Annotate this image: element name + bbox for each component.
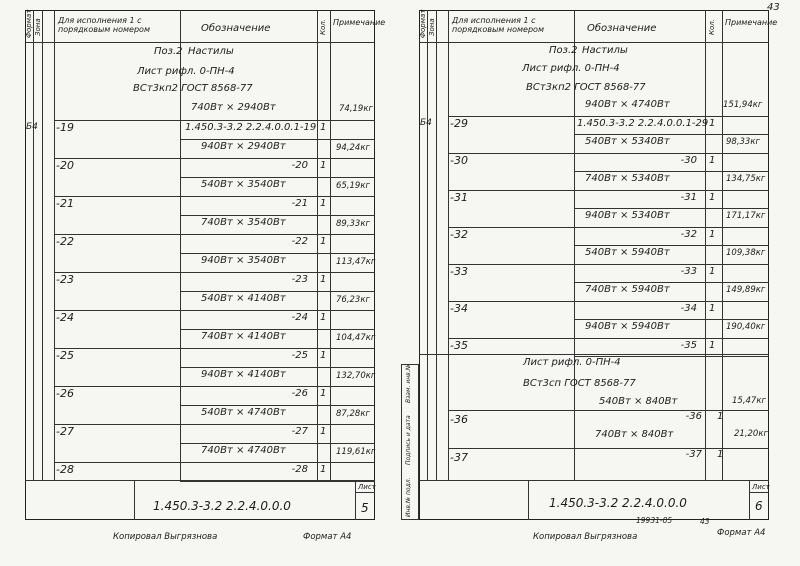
- row-mass: 87,28кг: [336, 409, 370, 419]
- steel-ref: ВСт3кп2 ГОСТ 8568-77: [526, 82, 646, 93]
- sign-date-label: Подпись и дата: [405, 415, 412, 465]
- row-line: [448, 301, 769, 302]
- sheet-number: 6: [755, 499, 763, 513]
- steel-ref-2: ВСт3сп ГОСТ 8568-77: [523, 378, 636, 389]
- row-line: [574, 134, 769, 135]
- position-number: -33: [450, 265, 468, 278]
- row-size: 940Вт × 5340Вт: [585, 210, 670, 221]
- sheet-number: 5: [361, 501, 369, 515]
- zone-col-header: Зона: [34, 18, 42, 36]
- row-size: 940Вт × 4140Вт: [201, 369, 286, 380]
- col-line: [54, 10, 55, 480]
- sheet-ref-2: Лист рифл. 0-ПН-4: [523, 357, 621, 368]
- quantity: 1: [320, 198, 327, 209]
- row-line: [180, 139, 375, 140]
- row-line: [54, 310, 375, 311]
- sheet-ref: Лист рифл. 0-ПН-4: [137, 66, 235, 77]
- row-size: 940Вт × 3540Вт: [201, 255, 286, 266]
- quantity: 1: [320, 312, 327, 323]
- row-size: 740Вт × 3540Вт: [201, 217, 286, 228]
- title-code: 1.450.3-3.2 2.2.4.0.0.0: [153, 499, 291, 513]
- designation: -21: [291, 198, 308, 209]
- designation: -24: [291, 312, 308, 323]
- col-line: [42, 10, 43, 480]
- archive-stamp: 19931-05: [636, 516, 673, 525]
- title-block-line: [355, 492, 375, 493]
- sheet-label: Лист: [752, 483, 770, 491]
- title-block-line: [749, 492, 769, 493]
- designation: -25: [291, 350, 308, 361]
- row-size: 940Вт × 5940Вт: [585, 321, 670, 332]
- quantity: 1: [320, 426, 327, 437]
- position-number: -22: [56, 235, 74, 248]
- note-col-header: Примечание: [725, 18, 778, 27]
- row-size: 740Вт × 840Вт: [595, 429, 674, 440]
- row-size: 540Вт × 4140Вт: [201, 293, 286, 304]
- sheet-label: Лист: [358, 483, 376, 491]
- position-number: -27: [56, 425, 74, 438]
- row-mass: 132,70кг: [336, 371, 376, 381]
- row-line: [574, 319, 769, 320]
- copied-by-right: Копировал Выгрязнова: [533, 532, 638, 542]
- row-line: [180, 215, 375, 216]
- designation: 1.450.3-3.2 2.2.4.0.0.1-19: [185, 122, 317, 133]
- position-number: -19: [56, 121, 74, 134]
- quantity: 1: [320, 350, 327, 361]
- inv-no-label: Инв.№ подл.: [405, 477, 412, 517]
- row-line: [574, 171, 769, 172]
- row-line: [448, 338, 769, 339]
- note-col-header: Примечание: [333, 18, 386, 27]
- col-line: [427, 10, 428, 480]
- row-mass: 119,61кг: [336, 447, 376, 457]
- position-number: -30: [450, 154, 468, 167]
- quantity: 1: [709, 155, 716, 166]
- row-size: 540Вт × 840Вт: [599, 396, 678, 407]
- variant-col-header: Для исполнения 1 с порядковым номером: [452, 16, 544, 34]
- title-block-line: [355, 480, 356, 520]
- designation: -31: [680, 192, 697, 203]
- designation: -33: [680, 266, 697, 277]
- row-size: 940Вт × 2940Вт: [201, 141, 286, 152]
- side-stamp-strip: [401, 364, 419, 520]
- quantity: 1: [717, 411, 724, 422]
- qty-col-header: Кол.: [708, 19, 716, 35]
- designation-col-header: Обозначение: [201, 23, 271, 34]
- row-mass: 89,33кг: [336, 219, 370, 229]
- position-number: -34: [450, 302, 468, 315]
- row-line: [448, 116, 769, 117]
- row-line: [54, 120, 375, 121]
- designation: -20: [291, 160, 308, 171]
- archive-stamp-2: 43: [700, 517, 710, 526]
- row-mass: 76,23кг: [336, 295, 370, 305]
- quantity: 1: [709, 340, 716, 351]
- format-col-header: Формат: [419, 9, 427, 38]
- title-block-line: [528, 480, 529, 520]
- zone-col-header: Зона: [428, 18, 436, 36]
- row-line: [54, 196, 375, 197]
- quantity: 1: [709, 192, 716, 203]
- position-number: -29: [450, 117, 468, 130]
- row-size: 940Вт × 4740Вт: [585, 99, 670, 110]
- position-number: -24: [56, 311, 74, 324]
- row-line: [574, 245, 769, 246]
- title-block-line: [419, 480, 769, 481]
- section-title: Настилы: [188, 46, 234, 57]
- row-mass: 21,20кг: [734, 429, 768, 439]
- row-line: [54, 158, 375, 159]
- copied-by-left: Копировал Выгрязнова: [113, 532, 218, 542]
- designation: -23: [291, 274, 308, 285]
- quantity: 1: [320, 388, 327, 399]
- designation: -28: [291, 464, 308, 475]
- designation: -35: [680, 340, 697, 351]
- position-number: -28: [56, 463, 74, 476]
- quantity: 1: [320, 160, 327, 171]
- row-line: [448, 153, 769, 154]
- row-mass: 113,47кг: [336, 257, 376, 267]
- position-number: -21: [56, 197, 74, 210]
- row-line: [54, 272, 375, 273]
- row-line: [448, 264, 769, 265]
- row-mass: 190,40кг: [726, 322, 766, 332]
- row-line: [54, 386, 375, 387]
- row-mass: 151,94кг: [723, 100, 763, 110]
- designation: -37: [685, 449, 702, 460]
- spec-sheet-left: [25, 0, 386, 520]
- row-line: [574, 208, 769, 209]
- row-mass: 104,47кг: [336, 333, 376, 343]
- designation: -22: [291, 236, 308, 247]
- row-line: [448, 190, 769, 191]
- designation: -34: [680, 303, 697, 314]
- steel-ref: ВСт3кп2 ГОСТ 8568-77: [133, 83, 253, 94]
- designation: -30: [680, 155, 697, 166]
- position-number: -32: [450, 228, 468, 241]
- position-number: -26: [56, 387, 74, 400]
- col-line: [317, 10, 318, 480]
- sheet-ref: Лист рифл. 0-ПН-4: [522, 63, 620, 74]
- replace-label: Взам. инв.№: [405, 364, 412, 403]
- position-number: -31: [450, 191, 468, 204]
- row-mass: 109,38кг: [726, 248, 766, 258]
- row-mass: 15,47кг: [732, 396, 766, 406]
- row-size: 740Вт × 2940Вт: [191, 102, 276, 113]
- row-line: [180, 329, 375, 330]
- row-mass: 134,75кг: [726, 174, 766, 184]
- row-line: [419, 354, 769, 355]
- col-line: [180, 10, 181, 480]
- position-number: -23: [56, 273, 74, 286]
- row-line: [54, 348, 375, 349]
- row-line: [574, 282, 769, 283]
- title-block-line: [749, 480, 750, 520]
- quantity: 1: [709, 118, 716, 129]
- row-line: [54, 234, 375, 235]
- header-line: [25, 42, 375, 43]
- format-left: Формат А4: [303, 532, 352, 542]
- row-line: [54, 462, 375, 463]
- row-line: [180, 405, 375, 406]
- row-size: 540Вт × 5940Вт: [585, 247, 670, 258]
- position-number: -36: [450, 413, 468, 426]
- row-line: [180, 443, 375, 444]
- row-size: 740Вт × 4140Вт: [201, 331, 286, 342]
- position-label: Поз.2: [154, 46, 183, 57]
- title-code: 1.450.3-3.2 2.2.4.0.0.0: [549, 496, 687, 510]
- designation-col-header: Обозначение: [587, 23, 657, 34]
- header-line: [419, 42, 769, 43]
- section-title: Настилы: [582, 45, 628, 56]
- qty-col-header: Кол.: [319, 19, 327, 35]
- designation: -32: [680, 229, 697, 240]
- row-mass: 74,19кг: [339, 104, 373, 114]
- quantity: 1: [717, 449, 724, 460]
- col-line: [330, 10, 331, 480]
- row-size: 540Вт × 4740Вт: [201, 407, 286, 418]
- row-line: [180, 177, 375, 178]
- designation: -26: [291, 388, 308, 399]
- quantity: 1: [709, 303, 716, 314]
- format-right: Формат А4: [717, 528, 766, 538]
- row-size: 540Вт × 5340Вт: [585, 136, 670, 147]
- row-line: [54, 424, 375, 425]
- row-line: [448, 227, 769, 228]
- page-number: 43: [767, 2, 780, 13]
- variant-col-header: Для исполнения 1 с порядковым номером: [58, 16, 150, 34]
- title-block-line: [134, 480, 135, 520]
- quantity: 1: [320, 464, 327, 475]
- row-size: 740Вт × 4740Вт: [201, 445, 286, 456]
- format-code: Б4: [26, 122, 38, 132]
- row-mass: 94,24кг: [336, 143, 370, 153]
- row-size: 740Вт × 5940Вт: [585, 284, 670, 295]
- position-number: -20: [56, 159, 74, 172]
- position-number: -37: [450, 451, 468, 464]
- position-number: -25: [56, 349, 74, 362]
- row-line: [180, 253, 375, 254]
- row-line: [180, 291, 375, 292]
- row-size: 540Вт × 3540Вт: [201, 179, 286, 190]
- row-mass: 171,17кг: [726, 211, 766, 221]
- designation: -36: [685, 411, 702, 422]
- position-number: -35: [450, 339, 468, 352]
- quantity: 1: [709, 266, 716, 277]
- row-size: 740Вт × 5340Вт: [585, 173, 670, 184]
- spec-sheet-right: [419, 0, 778, 520]
- position-label: Поз.2: [549, 45, 578, 56]
- quantity: 1: [320, 274, 327, 285]
- format-code: Б4: [420, 118, 432, 128]
- row-line: [180, 367, 375, 368]
- row-mass: 98,33кг: [726, 137, 760, 147]
- quantity: 1: [320, 236, 327, 247]
- row-mass: 65,19кг: [336, 181, 370, 191]
- row-line: [180, 481, 375, 482]
- format-col-header: Формат: [25, 9, 33, 38]
- quantity: 1: [320, 122, 327, 133]
- col-line: [33, 10, 34, 480]
- quantity: 1: [709, 229, 716, 240]
- designation: 1.450.3-3.2 2.2.4.0.0.1-29: [577, 118, 709, 129]
- col-line: [436, 10, 437, 480]
- row-mass: 149,89кг: [726, 285, 766, 295]
- designation: -27: [291, 426, 308, 437]
